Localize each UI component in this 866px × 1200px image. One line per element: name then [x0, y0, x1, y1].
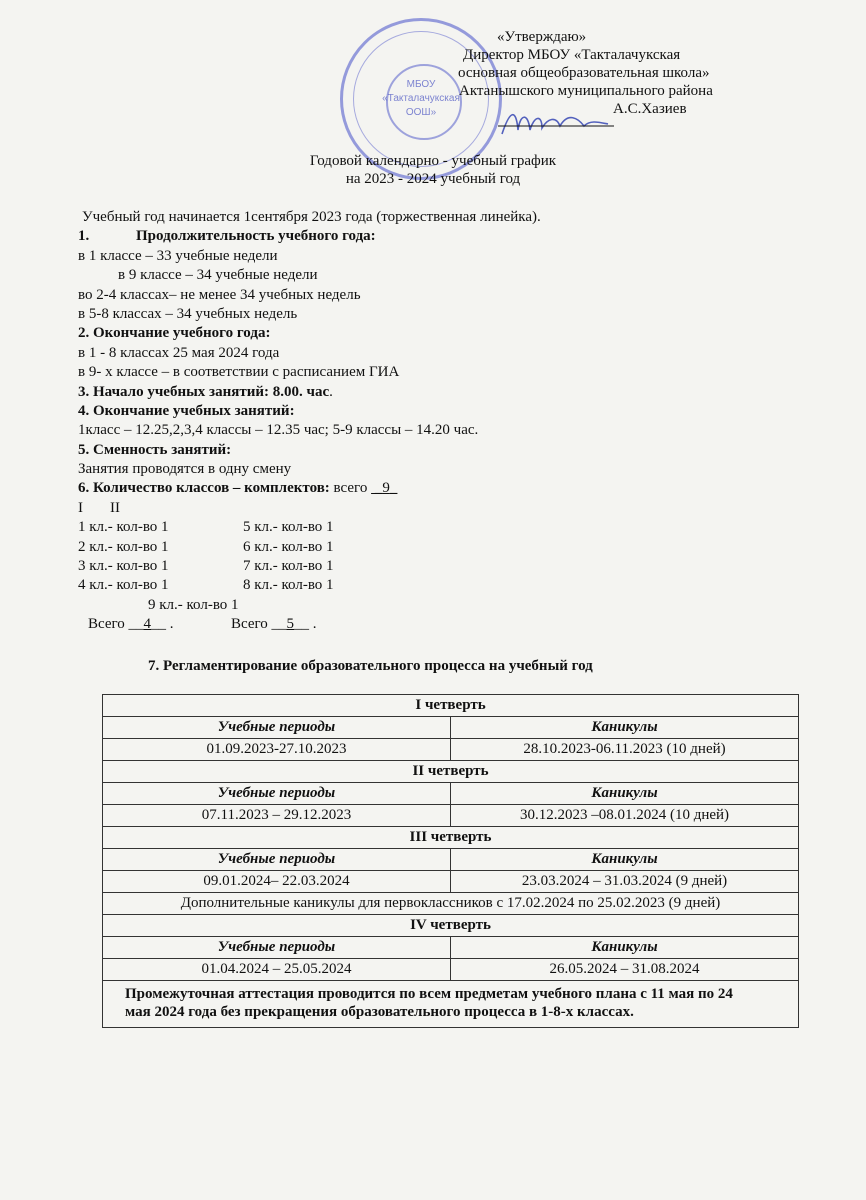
class-3: 3 кл.- кол-во 1	[78, 558, 169, 575]
section-2-line-2: в 9- х классе – в соответствии с расписанием ГИА	[78, 364, 400, 381]
section-7-heading: 7. Регламентирование образовательного процесса на учебный год	[148, 658, 593, 674]
class-1: 1 кл.- кол-во 1	[78, 519, 169, 536]
section-6-total: _9_	[371, 480, 398, 497]
document-body	[78, 208, 798, 635]
section-1-number: 1.	[78, 228, 90, 245]
quarter-1-holiday: 28.10.2023-06.11.2023 (10 дней)	[451, 739, 799, 761]
quarter-3-extra-holidays: Дополнительные каникулы для первоклассников с 17.02.2024 по 25.02.2023 (9 дней)	[103, 893, 799, 915]
total-1-label: Всего	[88, 616, 125, 633]
class-totals	[78, 615, 798, 634]
class-5: 5 кл.- кол-во 1	[243, 519, 334, 536]
section-4-heading: 4. Окончание учебных занятий:	[78, 402, 295, 419]
total-1-value: 4	[143, 616, 152, 633]
title-line-2: на 2023 - 2024 учебный год	[345, 171, 521, 187]
section-4-line-1: 1класс – 12.25,2,3,4 классы – 12.35 час; 5-9 классы – 14.20 час.	[78, 422, 479, 439]
total-2-value: 5	[286, 616, 295, 633]
document-title	[0, 152, 866, 188]
table-row	[103, 805, 799, 827]
section-6-heading	[78, 479, 798, 498]
assessment-note: Промежуточная аттестация проводится по всем предметам учебного плана с 11 мая по 24 мая 2024 года без прекращения образовательного процесса в 1-8-х классах.	[103, 981, 799, 1028]
quarter-1-header: I четверть	[103, 695, 799, 717]
section-3-title: 3. Начало учебных занятий: 8.00. час	[78, 383, 330, 400]
section-3-heading	[78, 383, 798, 402]
class-6: 6 кл.- кол-во 1	[243, 538, 334, 555]
section-3-tail: .	[329, 383, 333, 400]
section-5-heading: 5. Сменность занятий:	[78, 441, 232, 458]
periods-label: Учебные периоды	[103, 717, 451, 739]
periods-label: Учебные периоды	[103, 783, 451, 805]
holidays-label: Каникулы	[451, 717, 799, 739]
class-row-2	[78, 538, 798, 557]
table-row	[103, 827, 799, 849]
section-6-total-label: всего	[333, 480, 368, 497]
stamp-line-1: МБОУ	[406, 79, 436, 90]
approval-heading: «Утверждаю»	[497, 29, 587, 45]
col-2-head: II	[110, 499, 120, 516]
intro-line: Учебный год начинается 1сентября 2023 года (торжественная линейка).	[82, 209, 541, 225]
class-2: 2 кл.- кол-во 1	[78, 538, 169, 555]
schedule-table	[102, 694, 799, 1028]
quarter-4-header: IV четверть	[103, 915, 799, 937]
periods-label: Учебные периоды	[103, 849, 451, 871]
section-6-title: 6. Количество классов – комплектов:	[78, 480, 330, 497]
table-row	[103, 893, 799, 915]
total-2: Всего __5__ .	[231, 616, 317, 633]
section-1-line-1: в 1 классе – 33 учебные недели	[78, 247, 278, 264]
quarter-3-period: 09.01.2024– 22.03.2024	[103, 871, 451, 893]
title-line-1: Годовой календарно - учебный график	[309, 153, 557, 169]
section-2-heading: 2. Окончание учебного года:	[78, 325, 271, 342]
quarter-2-period: 07.11.2023 – 29.12.2023	[103, 805, 451, 827]
table-row	[103, 871, 799, 893]
quarter-2-header: II четверть	[103, 761, 799, 783]
periods-label: Учебные периоды	[103, 937, 451, 959]
approval-school: основная общеобразовательная школа»	[458, 65, 710, 81]
stamp-line-2: «Такталачукская	[382, 93, 460, 104]
holidays-label: Каникулы	[451, 937, 799, 959]
col-1-head: I	[78, 499, 83, 516]
stamp-line-3: ООШ»	[405, 107, 437, 118]
class-row-4	[78, 576, 798, 595]
total-2-label: Всего	[231, 616, 268, 633]
table-row	[103, 959, 799, 981]
table-row	[103, 915, 799, 937]
quarter-4-holiday: 26.05.2024 – 31.08.2024	[451, 959, 799, 981]
section-1-line-4: в 5-8 классах – 34 учебных недель	[78, 305, 298, 322]
approval-district: Актанышского муниципального района	[459, 83, 713, 99]
class-9: 9 кл.- кол-во 1	[148, 596, 239, 613]
table-row	[103, 739, 799, 761]
table-row	[103, 981, 799, 1028]
approval-director: Директор МБОУ «Такталачукская	[463, 47, 681, 63]
class-8: 8 кл.- кол-во 1	[243, 577, 334, 594]
stamp-inner-ring	[386, 64, 462, 140]
quarter-3-header: III четверть	[103, 827, 799, 849]
class-7: 7 кл.- кол-во 1	[243, 558, 334, 575]
quarter-2-holiday: 30.12.2023 –08.01.2024 (10 дней)	[451, 805, 799, 827]
holidays-label: Каникулы	[451, 783, 799, 805]
approval-signer: А.С.Хазиев	[613, 101, 687, 117]
total-1: __4__ .	[128, 616, 174, 633]
quarter-3-holiday: 23.03.2024 – 31.03.2024 (9 дней)	[451, 871, 799, 893]
section-1-title: Продолжительность учебного года:	[136, 228, 376, 245]
quarter-1-period: 01.09.2023-27.10.2023	[103, 739, 451, 761]
section-6-total-value: 9	[382, 480, 390, 497]
section-1-line-3: во 2-4 классах– не менее 34 учебных недель	[78, 286, 361, 303]
section-1-line-2: в 9 классе – 34 учебные недели	[118, 267, 318, 284]
section-6-col-heads	[78, 499, 798, 518]
holidays-label: Каникулы	[451, 849, 799, 871]
table-row	[103, 761, 799, 783]
class-row-1	[78, 518, 798, 537]
table-row	[103, 717, 799, 739]
table-row	[103, 783, 799, 805]
table-row	[103, 695, 799, 717]
table-row	[103, 937, 799, 959]
section-1-heading	[78, 227, 798, 246]
section-5-line-1: Занятия проводятся в одну смену	[78, 461, 292, 478]
section-2-line-1: в 1 - 8 классах 25 мая 2024 года	[78, 344, 280, 361]
signature-icon	[498, 104, 618, 144]
quarter-4-period: 01.04.2024 – 25.05.2024	[103, 959, 451, 981]
class-4: 4 кл.- кол-во 1	[78, 577, 169, 594]
class-row-3	[78, 557, 798, 576]
table-row	[103, 849, 799, 871]
